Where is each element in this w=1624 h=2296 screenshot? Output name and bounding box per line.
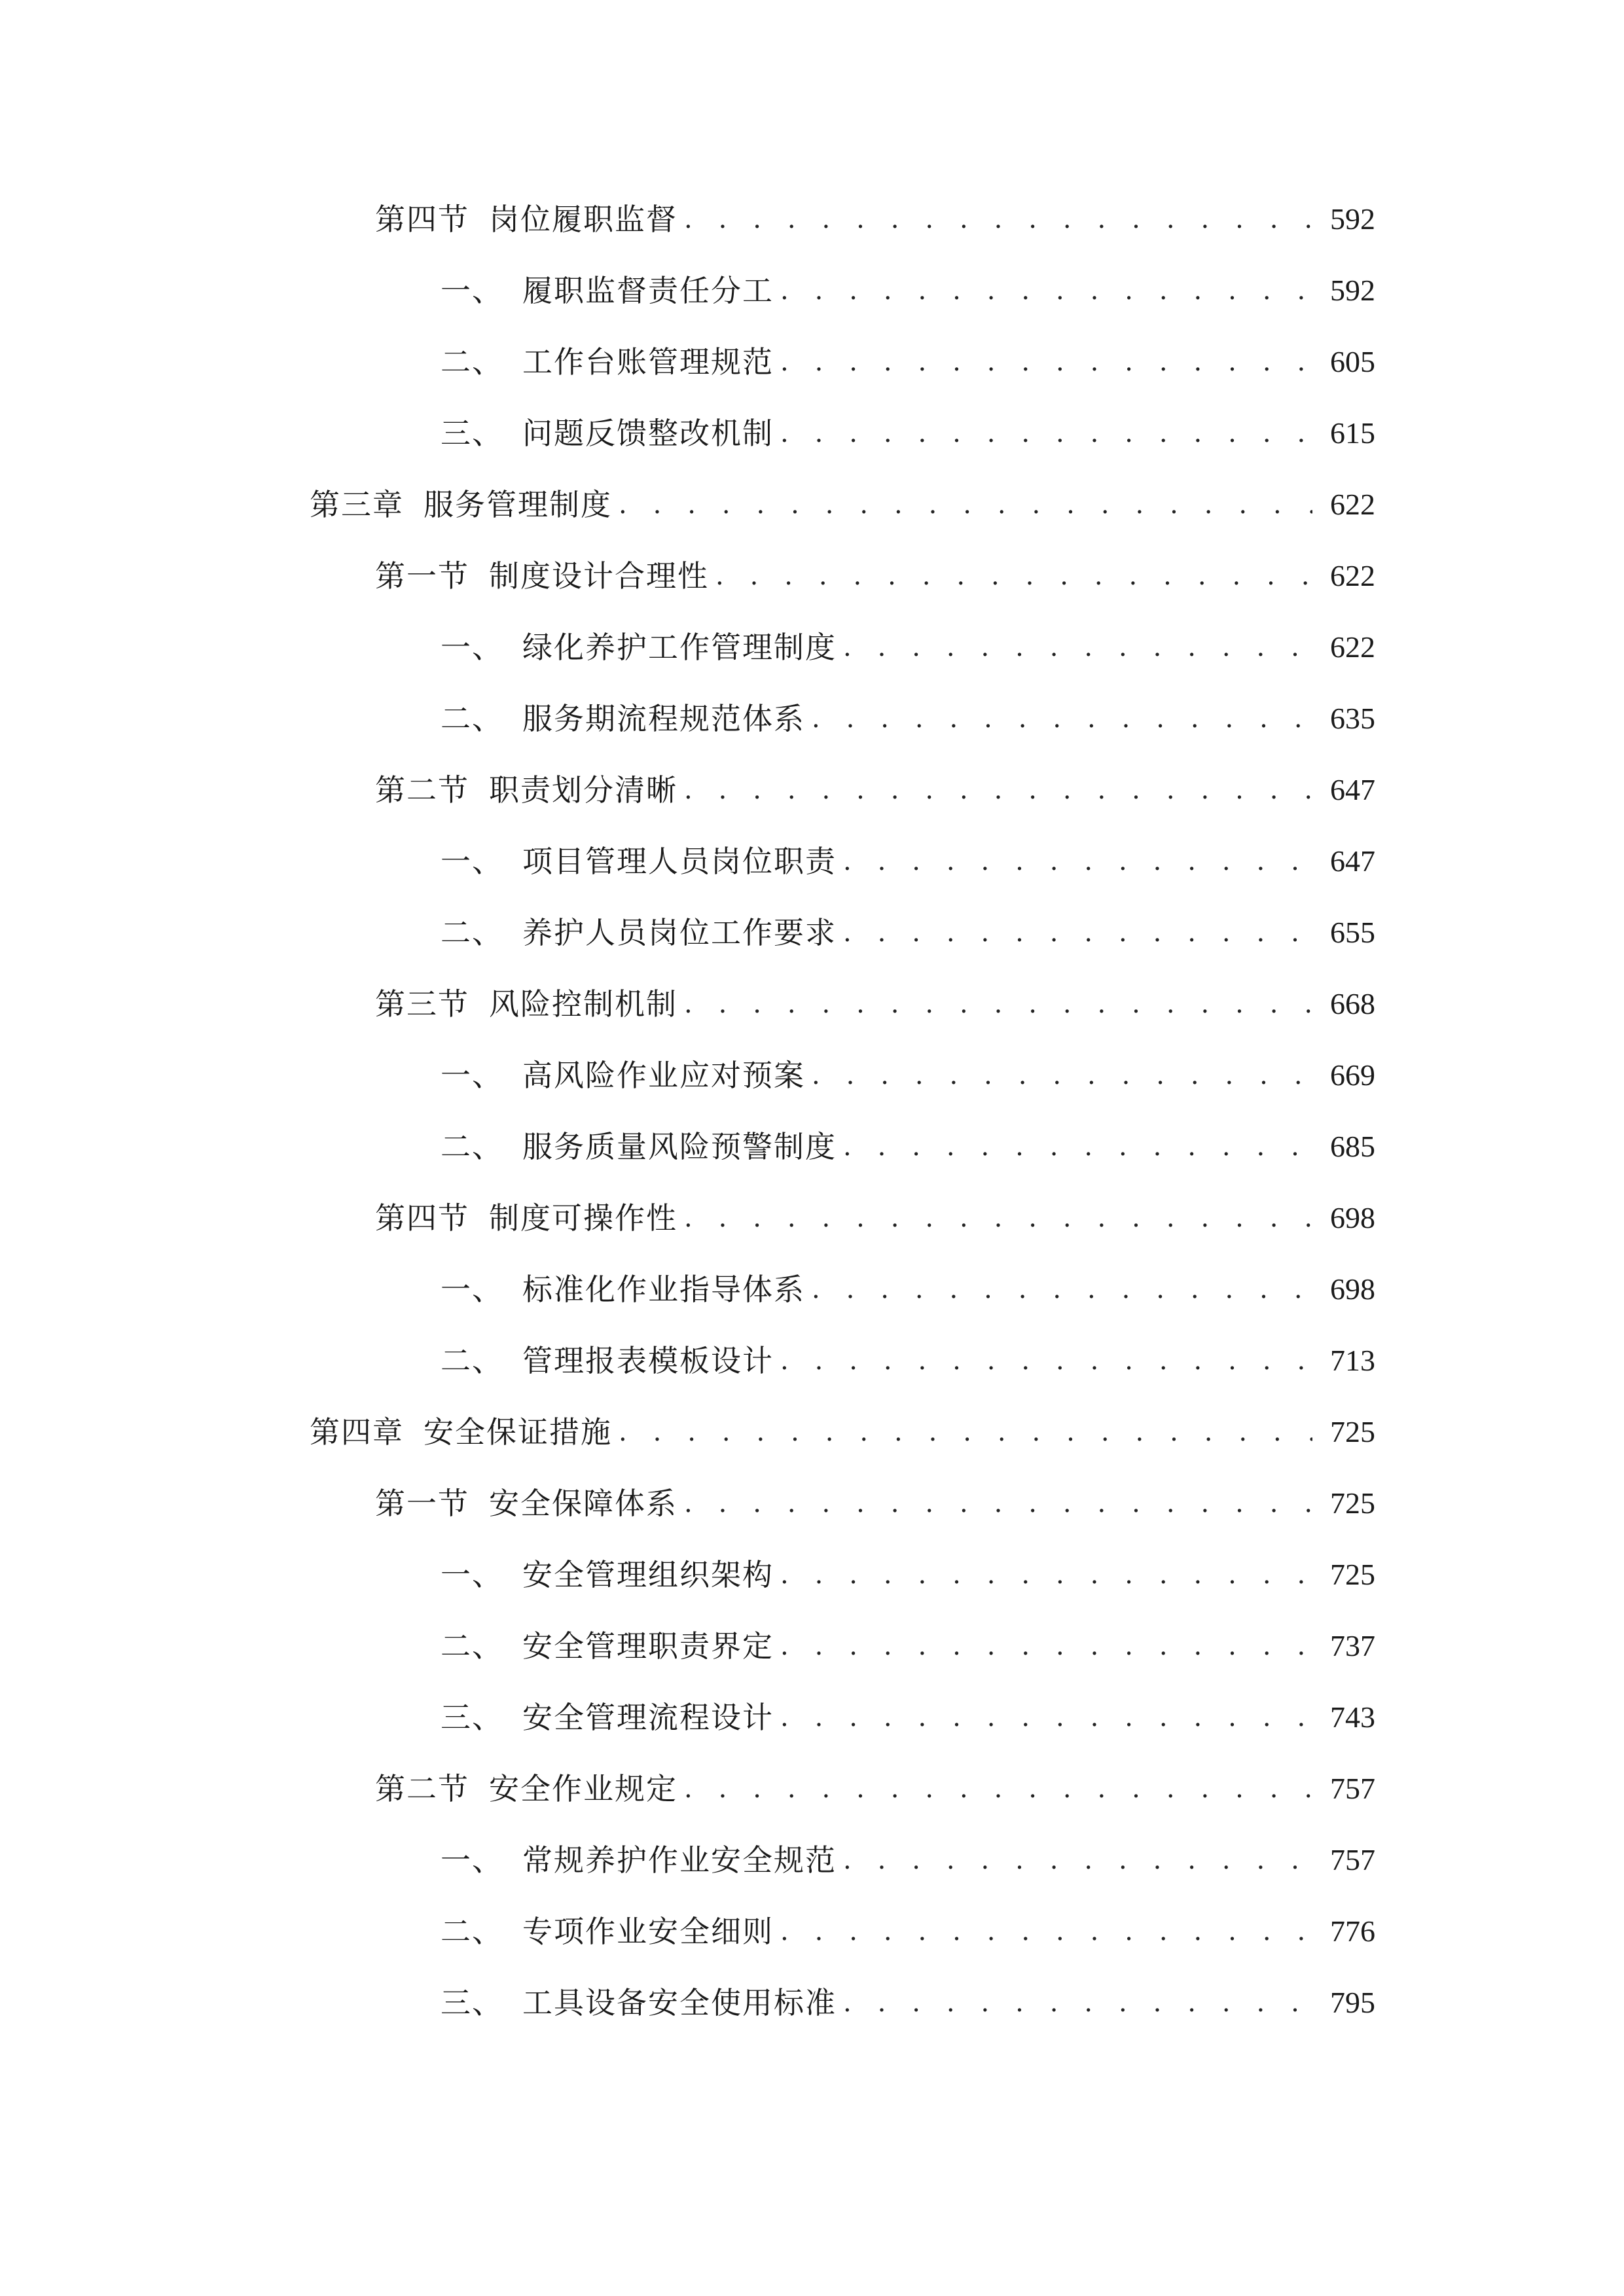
dot-leader (684, 1477, 1312, 1530)
toc-entry-page-number: 725 (1330, 1415, 1375, 1448)
toc-entry-title: 安全管理职责界定 (522, 1628, 774, 1664)
toc-entry[interactable] (441, 835, 1375, 888)
toc-entry[interactable] (310, 1406, 1375, 1458)
toc-entry[interactable] (375, 1763, 1375, 1815)
dot-leader (780, 1335, 1312, 1387)
toc-entry[interactable] (441, 1691, 1375, 1744)
toc-entry-page-number: 592 (1330, 202, 1375, 236)
toc-entry-prefix: 二、 (441, 1628, 503, 1664)
toc-entry-prefix: 第一节 (375, 558, 469, 594)
toc-entry-prefix: 一、 (441, 844, 503, 879)
dot-leader (684, 193, 1312, 245)
dot-leader (684, 764, 1312, 816)
toc-entry-page-number: 622 (1330, 630, 1375, 664)
dot-leader (684, 1763, 1312, 1815)
toc-entry-page-number: 685 (1330, 1130, 1375, 1163)
toc-entry-page-number: 592 (1330, 274, 1375, 307)
toc-entry-page-number: 713 (1330, 1344, 1375, 1377)
toc-entry-prefix: 三、 (441, 416, 503, 451)
toc-entry-prefix: 一、 (441, 1272, 503, 1307)
toc-entry-page-number: 743 (1330, 1700, 1375, 1734)
toc-entry-prefix: 二、 (441, 701, 503, 736)
toc-entry[interactable] (441, 1905, 1375, 1958)
toc-entry-title: 安全管理组织架构 (522, 1557, 774, 1592)
toc-entry[interactable] (441, 1121, 1375, 1173)
toc-entry-title: 标准化作业指导体系 (522, 1272, 805, 1307)
toc-entry[interactable] (441, 1263, 1375, 1316)
toc-entry-title: 风险控制机制 (489, 986, 677, 1022)
toc-entry-page-number: 725 (1330, 1486, 1375, 1520)
toc-entry-prefix: 第三节 (375, 986, 469, 1022)
toc-entry-prefix: 二、 (441, 344, 503, 380)
toc-entry-page-number: 669 (1330, 1058, 1375, 1092)
toc-entry-prefix: 一、 (441, 1058, 503, 1093)
toc-entry-page-number: 725 (1330, 1558, 1375, 1591)
dot-leader (684, 1192, 1312, 1244)
toc-entry-title: 常规养护作业安全规范 (522, 1842, 837, 1878)
toc-entry-prefix: 一、 (441, 273, 503, 308)
toc-entry[interactable] (441, 1834, 1375, 1886)
toc-entry-title: 养护人员岗位工作要求 (522, 915, 837, 950)
toc-entry[interactable] (310, 478, 1375, 531)
toc-entry-prefix: 三、 (441, 1700, 503, 1735)
dot-leader (780, 407, 1312, 459)
toc-entry[interactable] (375, 764, 1375, 816)
toc-entry-page-number: 647 (1330, 773, 1375, 806)
dot-leader (619, 1406, 1312, 1458)
toc-entry-page-number: 622 (1330, 559, 1375, 592)
toc-entry-prefix: 二、 (441, 1343, 503, 1378)
toc-entry-prefix: 第一节 (375, 1486, 469, 1521)
toc-entry[interactable] (441, 906, 1375, 959)
toc-entry-page-number: 622 (1330, 488, 1375, 521)
toc-entry-title: 职责划分清晰 (489, 772, 677, 808)
toc-entry-title: 安全保证措施 (424, 1414, 612, 1450)
toc-entry-prefix: 第二节 (375, 772, 469, 808)
toc-entry-prefix: 第四节 (375, 202, 469, 237)
toc-entry-page-number: 647 (1330, 844, 1375, 878)
toc-entry-prefix: 二、 (441, 915, 503, 950)
toc-entry-title: 绿化养护工作管理制度 (522, 630, 837, 665)
toc-entry[interactable] (441, 264, 1375, 317)
dot-leader (780, 1691, 1312, 1744)
dot-leader (715, 550, 1312, 602)
toc-entry-prefix: 一、 (441, 630, 503, 665)
dot-leader (843, 906, 1312, 959)
toc-entry-prefix: 二、 (441, 1129, 503, 1164)
toc-entry-title: 问题反馈整改机制 (522, 416, 774, 451)
toc-entry-prefix: 三、 (441, 1985, 503, 2020)
dot-leader (843, 1834, 1312, 1886)
toc-entry-page-number: 757 (1330, 1772, 1375, 1805)
dot-leader (812, 692, 1312, 745)
toc-entry-page-number: 635 (1330, 702, 1375, 735)
toc-entry[interactable] (441, 1977, 1375, 2029)
toc-entry[interactable] (441, 1620, 1375, 1672)
dot-leader (843, 835, 1312, 888)
toc-entry-page-number: 668 (1330, 987, 1375, 1020)
dot-leader (843, 1977, 1312, 2029)
toc-entry[interactable] (441, 621, 1375, 673)
toc-entry[interactable] (441, 336, 1375, 388)
toc-entry-title: 制度设计合理性 (489, 558, 709, 594)
toc-entry[interactable] (441, 1549, 1375, 1601)
toc-entry-prefix: 第四节 (375, 1200, 469, 1236)
toc-entry-page-number: 776 (1330, 1914, 1375, 1948)
toc-entry-title: 安全作业规定 (489, 1771, 677, 1806)
toc-entry-page-number: 795 (1330, 1986, 1375, 2019)
toc-entry-prefix: 第四章 (310, 1414, 404, 1450)
toc-entry-prefix: 二、 (441, 1914, 503, 1949)
dot-leader (780, 264, 1312, 317)
dot-leader (780, 336, 1312, 388)
toc-entry-page-number: 655 (1330, 916, 1375, 949)
dot-leader (780, 1905, 1312, 1958)
toc-entry[interactable] (375, 1192, 1375, 1244)
toc-entry-title: 工具设备安全使用标准 (522, 1985, 837, 2020)
toc-entry-title: 服务质量风险预警制度 (522, 1129, 837, 1164)
toc-entry-title: 项目管理人员岗位职责 (522, 844, 837, 879)
dot-leader (780, 1549, 1312, 1601)
toc-entry-title: 服务管理制度 (424, 487, 612, 522)
toc-entry[interactable] (375, 193, 1375, 245)
toc-entry-prefix: 第二节 (375, 1771, 469, 1806)
toc-entry[interactable] (441, 1049, 1375, 1102)
dot-leader (843, 621, 1312, 673)
toc-entry-page-number: 698 (1330, 1201, 1375, 1234)
toc-entry[interactable] (375, 978, 1375, 1030)
toc-entry-page-number: 737 (1330, 1629, 1375, 1662)
toc-entry[interactable] (441, 407, 1375, 459)
toc-entry[interactable] (375, 1477, 1375, 1530)
toc-entry-page-number: 615 (1330, 416, 1375, 450)
dot-leader (684, 978, 1312, 1030)
toc-entry-page-number: 698 (1330, 1272, 1375, 1306)
toc-entry-prefix: 一、 (441, 1842, 503, 1878)
toc-entry-page-number: 605 (1330, 345, 1375, 378)
dot-leader (780, 1620, 1312, 1672)
dot-leader (812, 1263, 1312, 1316)
toc-entry-title: 专项作业安全细则 (522, 1914, 774, 1949)
toc-entry[interactable] (375, 550, 1375, 602)
toc-entry-title: 管理报表模板设计 (522, 1343, 774, 1378)
toc-entry-title: 服务期流程规范体系 (522, 701, 805, 736)
toc-entry-title: 工作台账管理规范 (522, 344, 774, 380)
dot-leader (812, 1049, 1312, 1102)
toc-entry[interactable] (441, 692, 1375, 745)
toc-entry-title: 履职监督责任分工 (522, 273, 774, 308)
toc-entry[interactable] (441, 1335, 1375, 1387)
dot-leader (619, 478, 1312, 531)
toc-entry-title: 岗位履职监督 (489, 202, 677, 237)
toc-entry-title: 制度可操作性 (489, 1200, 677, 1236)
toc-entry-title: 安全管理流程设计 (522, 1700, 774, 1735)
toc-entry-prefix: 一、 (441, 1557, 503, 1592)
toc-entry-title: 安全保障体系 (489, 1486, 677, 1521)
toc-entry-title: 高风险作业应对预案 (522, 1058, 805, 1093)
toc-entry-prefix: 第三章 (310, 487, 404, 522)
dot-leader (843, 1121, 1312, 1173)
toc-entry-page-number: 757 (1330, 1843, 1375, 1876)
